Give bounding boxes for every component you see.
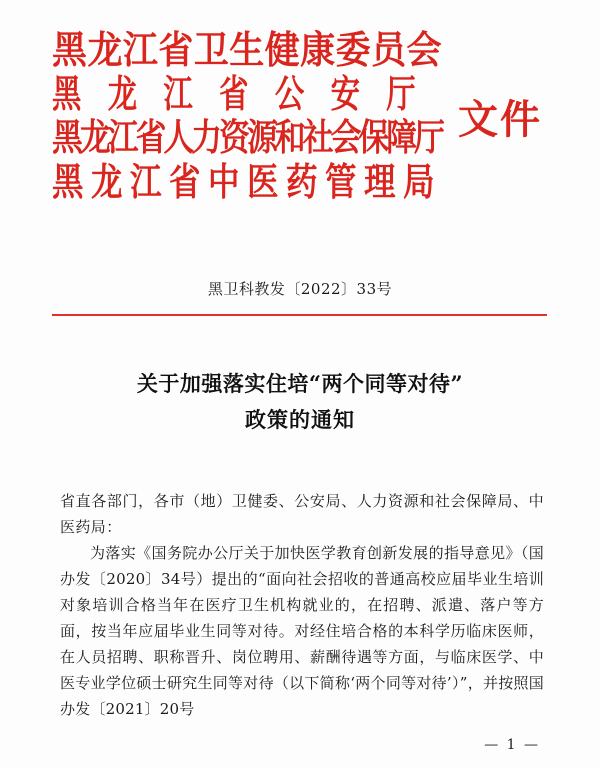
- title-line-2: 政策的通知: [245, 407, 355, 432]
- red-divider-line: [52, 314, 547, 316]
- document-type-label: 文件: [458, 97, 542, 143]
- issuer-public-security: 黑龙江省公安厅: [52, 72, 443, 116]
- body-paragraph: 为落实《国务院办公厅关于加快医学教育创新发展的指导意见》（国办发〔2020〕34号）提出的“面向社会招收的普通高校应届毕业生培训对象培训合格当年在医疗卫生机构就业的，在招聘、派遣、落户等方面，按当年应届毕业生同等对待。对经住培合格的本科学历临床医师，在人员招聘、职称晋升、岗位聘用、薪酬待遇等方面，与临床医学、中医专业学位硕士研究生同等对待（以下简称‘两个同等对待’）”，并按照国办发〔2021〕20号: [60, 544, 544, 718]
- issuing-authorities: [52, 28, 447, 204]
- title-line-1: 关于加强落实住培“两个同等对待”: [136, 371, 464, 396]
- issuer-human-resources: 黑龙江省人力资源和社会保障厅: [52, 116, 443, 159]
- issuer-tcm-administration: 黑龙江省中医药管理局: [52, 160, 443, 204]
- issuer-health-commission: 黑龙江省卫生健康委员会: [52, 28, 443, 72]
- addressee: 省直各部门，各市（地）卫健委、公安局、人力资源和社会保障局、中医药局：: [60, 492, 544, 536]
- document-title: [0, 366, 600, 438]
- page-number: — 1 —: [484, 737, 540, 753]
- document-body: [60, 488, 544, 722]
- document-number: 黑卫科教发〔2022〕33号: [207, 280, 393, 298]
